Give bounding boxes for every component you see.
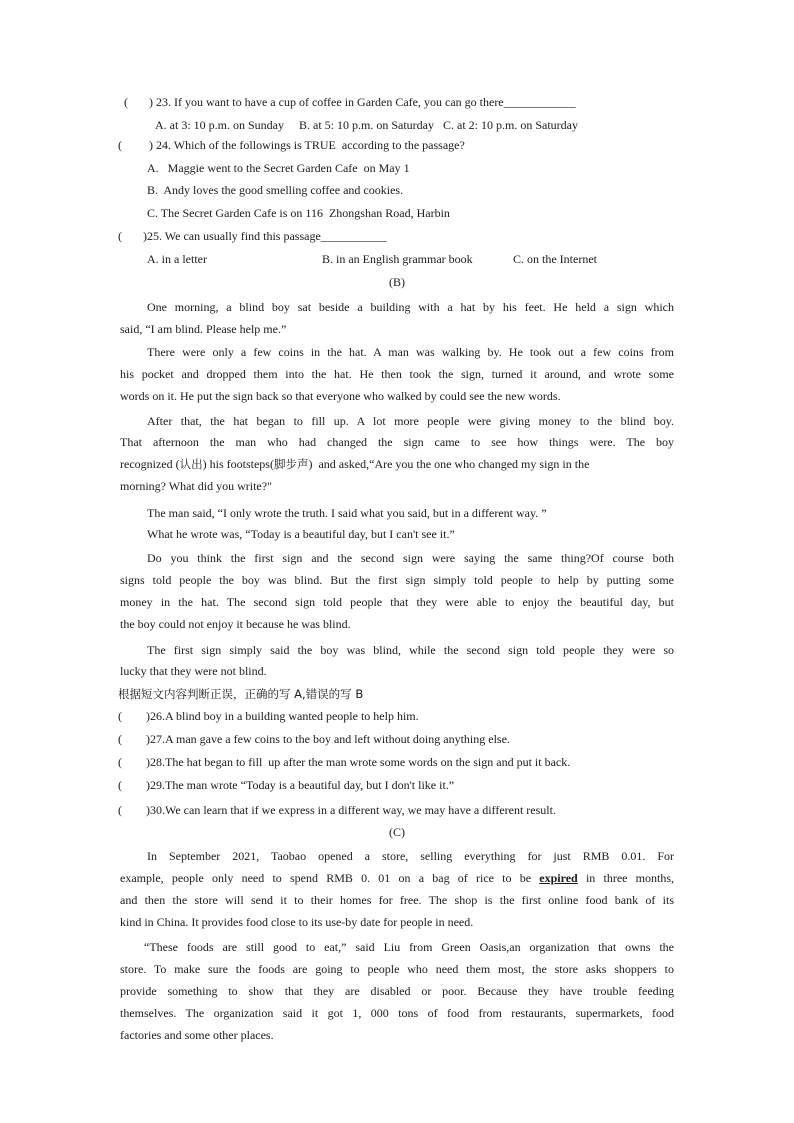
paragraph-c2-line: store. To make sure the foods are going to people who need them most, the store asks shoppers to [120,962,674,976]
paragraph-b2-line: his pocket and dropped them into the hat. He then took the sign, turned it around, and wrote some [120,367,674,381]
paragraph-b3-line: morning? What did you write?" [120,479,272,493]
paragraph-b2-line: words on it. He put the sign back so that everyone who walked by could see the new words. [120,389,561,403]
paragraph-b6-line: the boy could not enjoy it because he was blind. [120,617,351,631]
paragraph-c1-line: In September 2021, Taobao opened a store, selling everything for just RMB 0.01. For [147,849,674,863]
question-24: ( ) 24. Which of the followings is TRUE according to the passage? [118,138,465,152]
paragraph-b1-line: said, “I am blind. Please help me.” [120,322,287,336]
gloss-recognize: 认出 [179,457,203,471]
section-b-heading: (B) [389,275,405,289]
line-text: ) his footsteps( [202,457,274,471]
question-26: ( )26.A blind boy in a building wanted people to help him. [118,709,419,723]
paragraph-c1-line: kind in China. It provides food close to its use-by date for people in need. [120,915,474,929]
question-25-option-b: B. in an English grammar book [322,252,473,266]
section-c-heading: (C) [389,825,405,839]
question-24-option-a: A. Maggie went to the Secret Garden Cafe on May 1 [147,161,410,175]
question-24-option-b: B. Andy loves the good smelling coffee and cookies. [147,183,404,197]
paragraph-b2-line: There were only a few coins in the hat. A man was walking by. He took out a few coins from [147,345,674,359]
line-text: ) and asked,“Are you the one who changed my sign in the [308,457,590,471]
true-false-instruction: 根据短文内容判断正误，正确的写 A,错误的写 B [118,687,364,701]
question-25-option-c: C. on the Internet [513,252,597,266]
question-27: ( )27.A man gave a few coins to the boy and left without doing anything else. [118,732,510,746]
question-25: ( )25. We can usually find this passage___________ [118,229,387,243]
question-23: ( ) 23. If you want to have a cup of coffee in Garden Cafe, you can go there____________ [124,95,576,109]
question-25-option-a: A. in a letter [147,252,207,266]
question-29: ( )29.The man wrote “Today is a beautiful day, but I don't like it.” [118,778,455,792]
paragraph-b3-line: After that, the hat began to fill up. A lot more people were giving money to the blind boy. [147,414,674,428]
paragraph-b5: What he wrote was, “Today is a beautiful day, but I can't see it.” [147,527,455,541]
paragraph-b3-line: That afternoon the man who had changed the sign came to see how things were. The boy [120,435,674,449]
paragraph-b3-line [120,456,589,472]
paragraph-b6-line: Do you think the first sign and the second sign were saying the same thing?Of course both [147,551,674,565]
paragraph-c2-line: provide something to show that they are disabled or poor. Because they have trouble feeding [120,984,674,998]
question-23-options: A. at 3: 10 p.m. on Sunday B. at 5: 10 p.m. on Saturday C. at 2: 10 p.m. on Saturday [155,118,578,132]
line-text: example, people only need to spend RMB 0. 01 on a bag of rice to be [120,871,532,885]
paragraph-c2-line: “These foods are still good to eat,” said Liu from Green Oasis,an organization that owns the [144,940,674,954]
paragraph-b4: The man said, “I only wrote the truth. I said what you said, but in a different way. ” [147,506,547,520]
paragraph-b1-line: One morning, a blind boy sat beside a building with a hat by his feet. He held a sign which [147,300,674,314]
paragraph-b6-line: money in the hat. The second sign told people that they were able to enjoy the beautiful day, but [120,595,674,609]
paragraph-c2-line: factories and some other places. [120,1028,274,1042]
gloss-footsteps: 脚步声 [273,457,309,471]
paragraph-b6-line: signs told people the boy was blind. But the first sign simply told people to help by putting some [120,573,674,587]
paragraph-c1-line: and then the store will send it to their homes for free. The shop is the first online food bank of its [120,893,674,907]
line-text: in three months, [585,871,675,885]
line-text: recognized ( [120,457,180,471]
question-24-option-c: C. The Secret Garden Cafe is on 116 Zhongshan Road, Harbin [147,206,450,220]
key-word: expired [539,871,578,885]
paragraph-b7-line: The first sign simply said the boy was blind, while the second sign told people they were so [147,643,674,657]
paragraph-c2-line: themselves. The organization said it got 1, 000 tons of food from restaurants, supermarkets, food [120,1006,674,1020]
paragraph-b7-line: lucky that they were not blind. [120,664,267,678]
question-30: ( )30.We can learn that if we express in a different way, we may have a different result. [118,803,556,817]
paragraph-c1-line [120,870,674,886]
question-28: ( )28.The hat began to fill up after the man wrote some words on the sign and put it back. [118,755,571,769]
